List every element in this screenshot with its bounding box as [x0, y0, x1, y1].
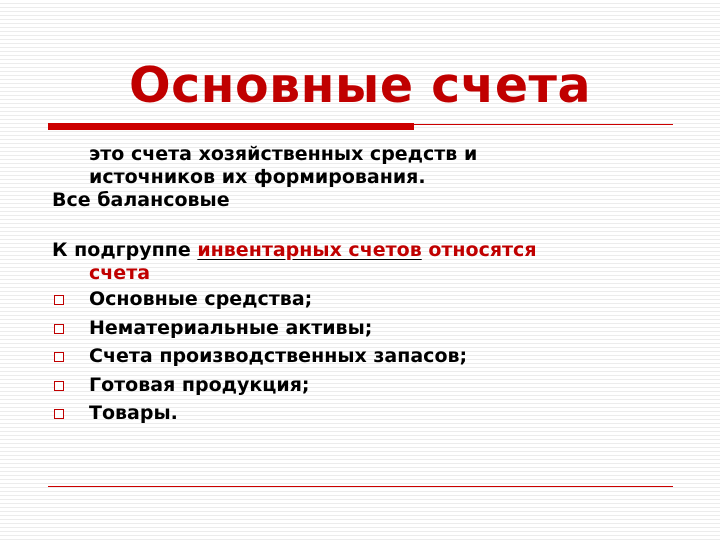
subgroup-suffix: относятся: [421, 239, 537, 261]
spacer: [52, 212, 692, 239]
definition-line-1: это счета хозяйственных средств и: [89, 143, 478, 165]
hollow-square-bullet-icon: [54, 324, 64, 334]
hollow-square-bullet-icon: [54, 295, 64, 305]
title-underline-thick: [48, 123, 414, 130]
subgroup-heading: [52, 239, 692, 262]
list-item-label: Основные средства;: [89, 288, 313, 310]
list-item-label: Товары.: [89, 402, 178, 424]
list-item-label: Счета производственных запасов;: [89, 345, 468, 367]
list-item: [52, 314, 692, 343]
subgroup-heading-line-2: счета: [89, 262, 151, 284]
title-underline-thin: [414, 124, 673, 125]
footer-divider: [48, 486, 673, 487]
list-item: [52, 371, 692, 400]
list-item-label: Готовая продукция;: [89, 373, 310, 396]
subgroup-prefix: К подгруппе: [52, 239, 198, 261]
list-item: [52, 342, 692, 371]
list-item-label: Нематериальные активы;: [89, 316, 373, 339]
definition-line-3: Все балансовые: [52, 189, 230, 211]
account-list: [52, 285, 692, 428]
slide-title: Основные счета: [128, 57, 592, 114]
hollow-square-bullet-icon: [54, 352, 64, 362]
slide-body: [52, 143, 692, 428]
list-item: [52, 285, 692, 314]
subgroup-term: инвентарных счетов: [197, 239, 422, 261]
list-item: [52, 399, 692, 428]
hollow-square-bullet-icon: [54, 381, 64, 391]
definition-line-2: источников их формирования.: [89, 166, 426, 188]
hollow-square-bullet-icon: [54, 409, 64, 419]
